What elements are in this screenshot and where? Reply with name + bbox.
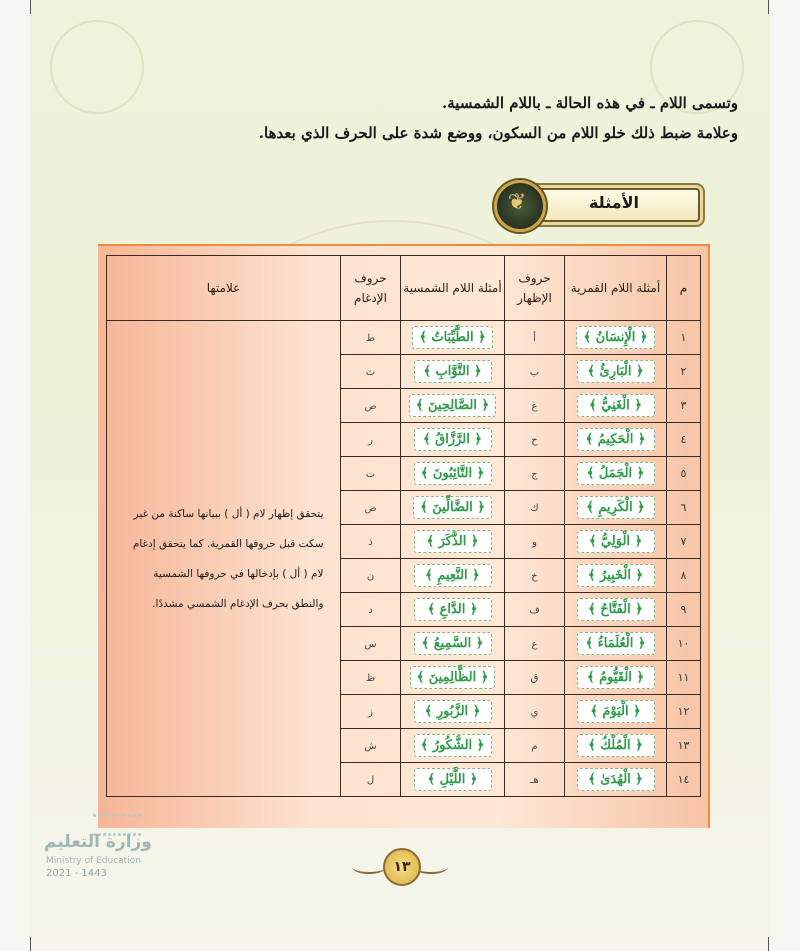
idgham-letter: ظ [365,673,376,684]
idgham-letter-cell [341,695,401,729]
page-number: ١٣ [383,848,421,886]
izhar-letter-cell [505,457,565,491]
sign-cell [107,321,341,797]
idgham-letter-cell [341,423,401,457]
idgham-letter-cell [341,525,401,559]
row-number-cell [667,627,701,661]
solar-example: ﴿ الذَّكَرَ ﴾ [414,530,492,553]
solar-example: ﴿ الدَّاعِ ﴾ [414,598,492,621]
lunar-example-cell [565,355,667,389]
idgham-letter-cell [341,593,401,627]
lunar-example: ﴿ الْيَوْمَ ﴾ [577,700,655,723]
izhar-letter: ق [530,673,539,684]
solar-example-cell [401,661,505,695]
izhar-letter: و [532,537,537,548]
lunar-example-cell [565,695,667,729]
row-number-cell [667,593,701,627]
crop-mark [30,0,31,14]
idgham-letter: ز [368,707,373,718]
idgham-letter: ث [365,367,376,378]
izhar-letter-cell [505,491,565,525]
izhar-letter: ع [531,639,538,650]
lunar-example: ﴿ الْقَيُّومُ ﴾ [577,666,655,689]
idgham-letter: ض [364,503,377,514]
lunar-example: ﴿ الْمُلْكُ ﴾ [577,734,655,757]
lunar-example: ﴿ الْفَتَّاحُ ﴾ [577,598,655,621]
section-title: الأمثلة [588,193,640,212]
idgham-letter: ط [365,333,376,344]
idgham-letter: د [368,605,373,616]
idgham-letter-cell [341,457,401,491]
lunar-example-cell [565,321,667,355]
lunar-example: ﴿ الْخَبِيرُ ﴾ [577,564,655,587]
idgham-letter: ت [365,469,376,480]
ministry-name-ar: وزارة التعليم [44,832,152,852]
row-number: ٨ [680,569,687,582]
lunar-example-cell [565,491,667,525]
row-number-cell [667,763,701,797]
idgham-letter-cell [341,389,401,423]
lunar-example: ﴿ الْبَارِئُ ﴾ [577,360,655,383]
idgham-letter: ش [364,741,377,752]
izhar-letter: ك [530,503,539,514]
row-number: ٤ [680,433,687,446]
solar-example: ﴿ الزَّبُورِ ﴾ [414,700,492,723]
row-number: ٥ [680,467,687,480]
intro-line-1: وتسمى اللام ـ في هذه الحالة ـ باللام الشمسية. [442,94,738,112]
solar-example-cell [401,355,505,389]
lunar-example-cell [565,525,667,559]
lunar-example: ﴿ الْحَكِيمُ ﴾ [577,428,655,451]
floral-icon: ❦ [507,190,527,215]
row-number: ٦ [680,501,687,514]
izhar-letter-cell [505,525,565,559]
row-number: ٢ [680,365,687,378]
row-number-cell [667,729,701,763]
idgham-letter: ذ [368,537,373,548]
solar-example-cell [401,559,505,593]
sign-note: يتحقق إظهار لام ( أل ) ببيانها ساكنة من غير سكت قبل حروفها القمرية. كما يتحقق إدغام لام ( أل ) بإدخالها في حروفها الشمسية والنطق بحرف الإدغام الشمسي مشددًا. [132,507,324,610]
izhar-letter: أ [533,333,536,344]
izhar-letter: ب [529,367,540,378]
ministry-logo-mark [92,803,142,829]
izhar-letter: ف [529,605,540,616]
row-number-cell [667,457,701,491]
izhar-letter: خ [531,571,538,582]
izhar-letter-cell [505,423,565,457]
lunar-example: ﴿ الْعُلَمَاءُ ﴾ [577,632,655,655]
crop-mark [768,0,769,14]
izhar-letter: هـ [530,775,539,786]
solar-example: ﴿ الطَّيِّبَاتُ ﴾ [412,326,493,349]
lunar-example-cell [565,457,667,491]
solar-example-cell [401,593,505,627]
izhar-letter-cell [505,389,565,423]
izhar-letter-cell [505,729,565,763]
idgham-letter: ل [366,775,375,786]
solar-example: ﴿ الشَّكُورُ ﴾ [414,734,492,757]
lunar-example-cell [565,389,667,423]
crop-mark [30,937,31,951]
izhar-letter-cell [505,593,565,627]
lunar-example-cell [565,593,667,627]
izhar-letter-cell [505,321,565,355]
solar-example: ﴿ الظَّالِمِينَ ﴾ [410,666,496,689]
izhar-letter: ح [531,435,538,446]
header-lunar-examples: أمثلة اللام القمرية [565,256,667,321]
idgham-letter-cell [341,763,401,797]
row-number-cell [667,559,701,593]
lunar-example-cell [565,661,667,695]
izhar-letter-cell [505,763,565,797]
solar-example: ﴿ الرَّزَّاقُ ﴾ [414,428,492,451]
idgham-letter: ن [366,571,375,582]
idgham-letter-cell [341,491,401,525]
table-body [107,321,701,797]
lunar-example-cell [565,729,667,763]
solar-example: ﴿ اللَّيْلِ ﴾ [414,768,492,791]
solar-example-cell [401,423,505,457]
header-idgham-letters: حروف الإدغام [341,256,401,321]
solar-example-cell [401,321,505,355]
idgham-letter-cell [341,355,401,389]
row-number-cell [667,423,701,457]
row-number: ١٤ [677,773,690,786]
examples-table [106,255,701,797]
row-number: ٣ [680,399,687,412]
row-number-cell [667,491,701,525]
swirl-ornament [352,860,386,874]
solar-example: ﴿ التَّوَّابِ ﴾ [414,360,492,383]
table-row [107,321,701,355]
section-header [494,180,702,224]
solar-example: ﴿ النَّعِيمِ ﴾ [414,564,492,587]
header-izhar-letters: حروف الإظهار [505,256,565,321]
lunar-example: ﴿ الْغَنِيُّ ﴾ [577,394,655,417]
lunar-example: ﴿ الْكَرِيمِ ﴾ [577,496,655,519]
header-sign: علامتها [107,256,341,321]
row-number: ١٠ [677,637,690,650]
solar-example-cell [401,763,505,797]
row-number-cell [667,355,701,389]
row-number: ١١ [677,671,690,684]
idgham-letter: س [364,639,377,650]
row-number-cell [667,661,701,695]
izhar-letter-cell [505,627,565,661]
lunar-example: ﴿ الْجَمَلُ ﴾ [577,462,655,485]
row-number: ٩ [680,603,687,616]
izhar-letter: م [531,741,538,752]
idgham-letter-cell [341,729,401,763]
izhar-letter-cell [505,695,565,729]
solar-example-cell [401,695,505,729]
lunar-example-cell [565,423,667,457]
row-number-cell [667,321,701,355]
idgham-letter: ر [368,435,373,446]
solar-example-cell [401,389,505,423]
idgham-letter-cell [341,321,401,355]
lunar-example-cell [565,763,667,797]
row-number: ١٣ [677,739,690,752]
intro-line-2: وعلامة ضبط ذلك خلو اللام من السكون، ووضع شدة على الحرف الذي بعدها. [258,124,738,142]
solar-example-cell [401,457,505,491]
solar-example: ﴿ التَّائِبُونَ ﴾ [414,462,492,485]
row-number: ٧ [680,535,687,548]
izhar-letter-cell [505,355,565,389]
lunar-example: ﴿ الْإِنسَانُ ﴾ [576,326,654,349]
lunar-example-cell [565,559,667,593]
row-number-cell [667,695,701,729]
solar-example: ﴿ السَّمِيعُ ﴾ [414,632,492,655]
izhar-letter: ج [531,469,538,480]
solar-example-cell [401,627,505,661]
idgham-letter-cell [341,559,401,593]
header-solar-examples: أمثلة اللام الشمسية [401,256,505,321]
solar-example-cell [401,729,505,763]
row-number: ١٢ [677,705,690,718]
row-number-cell [667,525,701,559]
izhar-letter: ي [530,707,539,718]
page-number-badge [352,846,448,884]
row-number: ١ [680,331,687,344]
table-header-row [107,256,701,321]
solar-example: ﴿ الصَّالِحِينَ ﴾ [409,394,496,417]
idgham-letter: ص [364,401,377,412]
idgham-letter-cell [341,661,401,695]
idgham-letter-cell [341,627,401,661]
row-number-cell [667,389,701,423]
edition-year: 2021 - 1443 [46,868,107,879]
solar-example-cell [401,525,505,559]
ministry-name-en: Ministry of Education [46,856,141,866]
izhar-letter-cell [505,559,565,593]
lunar-example: ﴿ الْهُدَىٰ ﴾ [577,768,655,791]
solar-example: ﴿ الضَّالِّينَ ﴾ [413,496,492,519]
izhar-letter-cell [505,661,565,695]
solar-example-cell [401,491,505,525]
crop-mark [768,937,769,951]
header-number: م [667,256,701,321]
izhar-letter: غ [531,401,538,412]
lunar-example-cell [565,627,667,661]
lunar-example: ﴿ الْوَلِيُّ ﴾ [577,530,655,553]
